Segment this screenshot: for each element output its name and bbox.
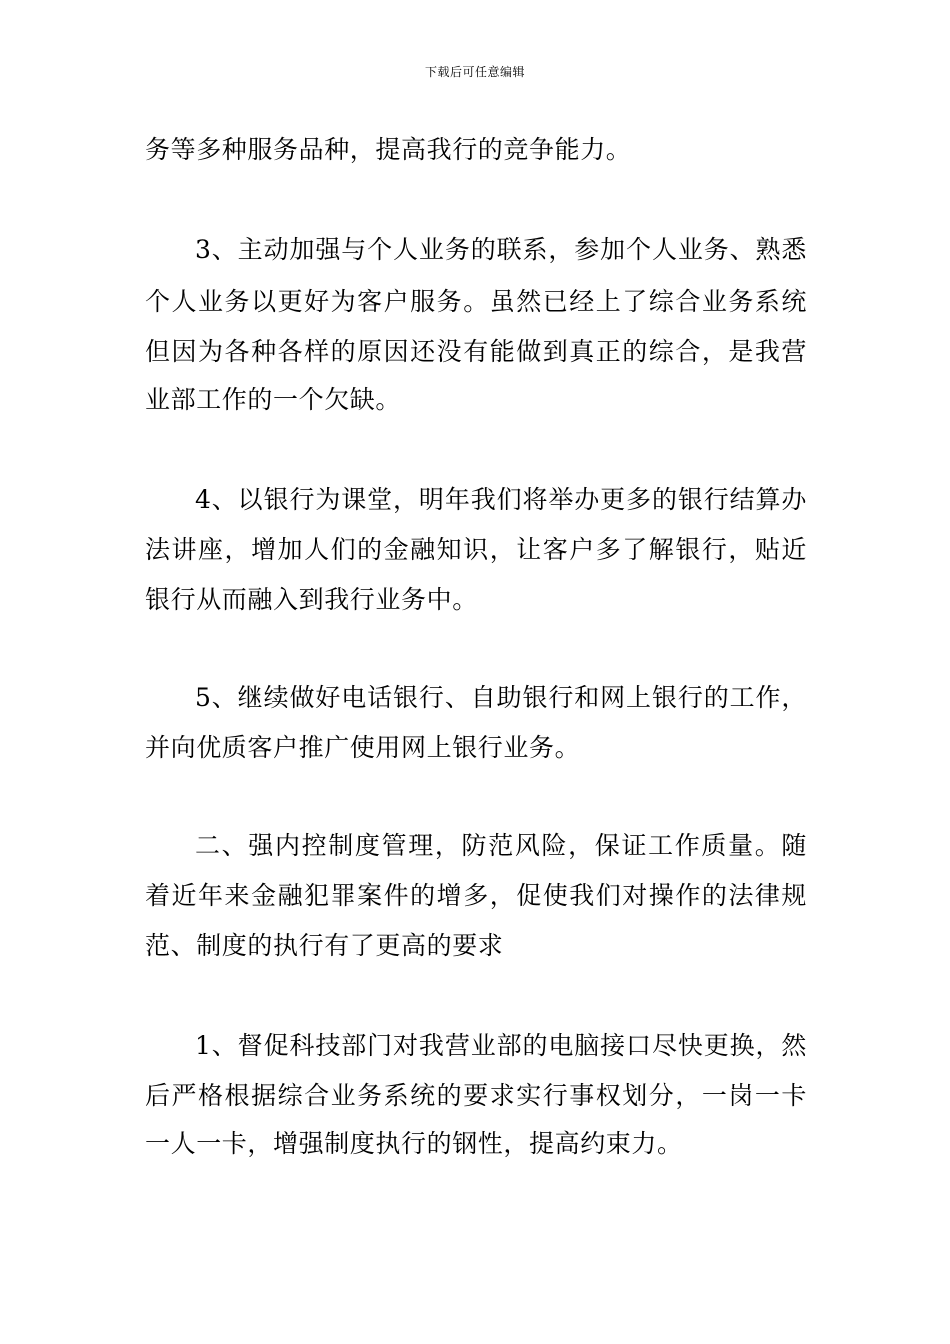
paragraph-line: 范、制度的执行有了更高的要求: [145, 931, 504, 960]
paragraph-line: 业部工作的一个欠缺。: [145, 385, 402, 414]
paragraph-line: 并向优质客户推广使用网上银行业务。: [145, 733, 581, 762]
paragraph-line: 4、以银行为课堂，明年我们将举办更多的银行结算办: [195, 485, 807, 514]
paragraph-line: 1、督促科技部门对我营业部的电脑接口尽快更换，然: [195, 1031, 807, 1060]
paragraph-line: 个人业务以更好为客户服务。虽然已经上了综合业务系统: [145, 287, 807, 316]
paragraph-line: 着近年来金融犯罪案件的增多，促使我们对操作的法律规: [145, 881, 807, 910]
paragraph-line: 法讲座，增加人们的金融知识，让客户多了解银行，贴近: [145, 535, 807, 564]
paragraph-line: 务等多种服务品种，提高我行的竞争能力。: [145, 135, 632, 164]
page-header: 下载后可任意编辑: [424, 65, 525, 79]
paragraph-line: 5、继续做好电话银行、自助银行和网上银行的工作，: [195, 683, 807, 712]
paragraph-line: 但因为各种各样的原因还没有能做到真正的综合，是我营: [145, 337, 807, 366]
paragraph-line: 后严格根据综合业务系统的要求实行事权划分，一岗一卡: [145, 1081, 807, 1110]
paragraph-line: 二、强内控制度管理，防范风险，保证工作质量。随: [195, 831, 807, 860]
paragraph-line: 银行从而融入到我行业务中。: [145, 585, 478, 614]
paragraph-line: 3、主动加强与个人业务的联系，参加个人业务、熟悉: [195, 235, 807, 264]
paragraph-line: 一人一卡，增强制度执行的钢性，提高约束力。: [145, 1129, 683, 1158]
